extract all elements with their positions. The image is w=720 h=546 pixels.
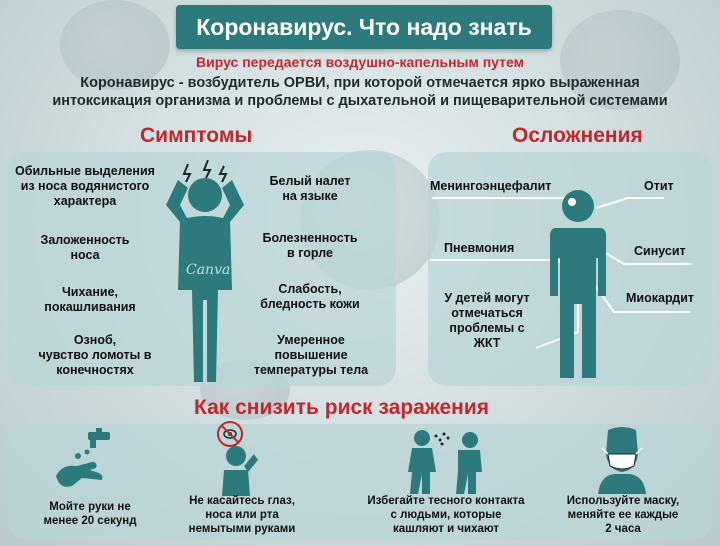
- symptom-label: Чихание, покашливания: [44, 285, 136, 314]
- complication-label-sinusitis: Синусит: [634, 244, 686, 258]
- prevention-label-mask: Используйте маску, меняйте ее каждые 2 часа: [566, 495, 680, 535]
- complication-label-myocarditis: Миокардит: [626, 291, 695, 305]
- page-title: Коронавирус. Что надо знать: [176, 5, 552, 49]
- symptom-label: Обильные выделения из носа водянистого характера: [15, 164, 155, 208]
- prevention-title: Как снизить риск заражения: [194, 396, 489, 419]
- complication-label-otitis: Отит: [644, 179, 674, 193]
- symptom-label: Умеренное повышение температуры тела: [253, 333, 369, 377]
- symptom-label: Белый налет на языке: [269, 174, 351, 203]
- subtitle-description: Коронавирус - возбудитель ОРВИ, при которой отмечается ярко выраженная интоксикация организма и проблемы с дыхательной и пищеварительной системами: [52, 75, 668, 109]
- face-mask-icon: [594, 424, 650, 494]
- symptom-label: Озноб, чувство ломоты в конечностях: [38, 333, 152, 377]
- symptom-label: Заложенность носа: [40, 233, 130, 262]
- hand-washing-icon: [52, 428, 122, 494]
- complication-label-children: У детей могут отмечаться проблемы с ЖКТ: [444, 291, 530, 350]
- avoid-contact-icon: [404, 428, 492, 496]
- complication-label-pneumonia: Пневмония: [444, 241, 515, 255]
- symptom-label: Слабость, бледность кожи: [260, 282, 360, 311]
- watermark: Canva: [186, 262, 231, 278]
- symptom-label: Болезненность в горле: [262, 231, 358, 260]
- prevention-label-avoid-contact: Избегайте тесного контакта с людьми, которые кашляют и чихают: [367, 495, 525, 535]
- symptoms-title: Симптомы: [140, 124, 253, 147]
- prevention-label-wash-hands: Мойте руки не менее 20 секунд: [43, 501, 137, 527]
- no-touch-face-icon: [214, 420, 270, 496]
- prevention-label-no-touch: Не касайтесь глаз, носа или рта немытыми руками: [188, 495, 296, 535]
- complications-title: Осложнения: [512, 124, 643, 147]
- person-silhouette-icon: [548, 188, 608, 380]
- complication-label-meningoencephalitis: Менингоэнцефалит: [430, 179, 552, 193]
- subtitle-transmission: Вирус передается воздушно-капельным путем: [196, 54, 524, 70]
